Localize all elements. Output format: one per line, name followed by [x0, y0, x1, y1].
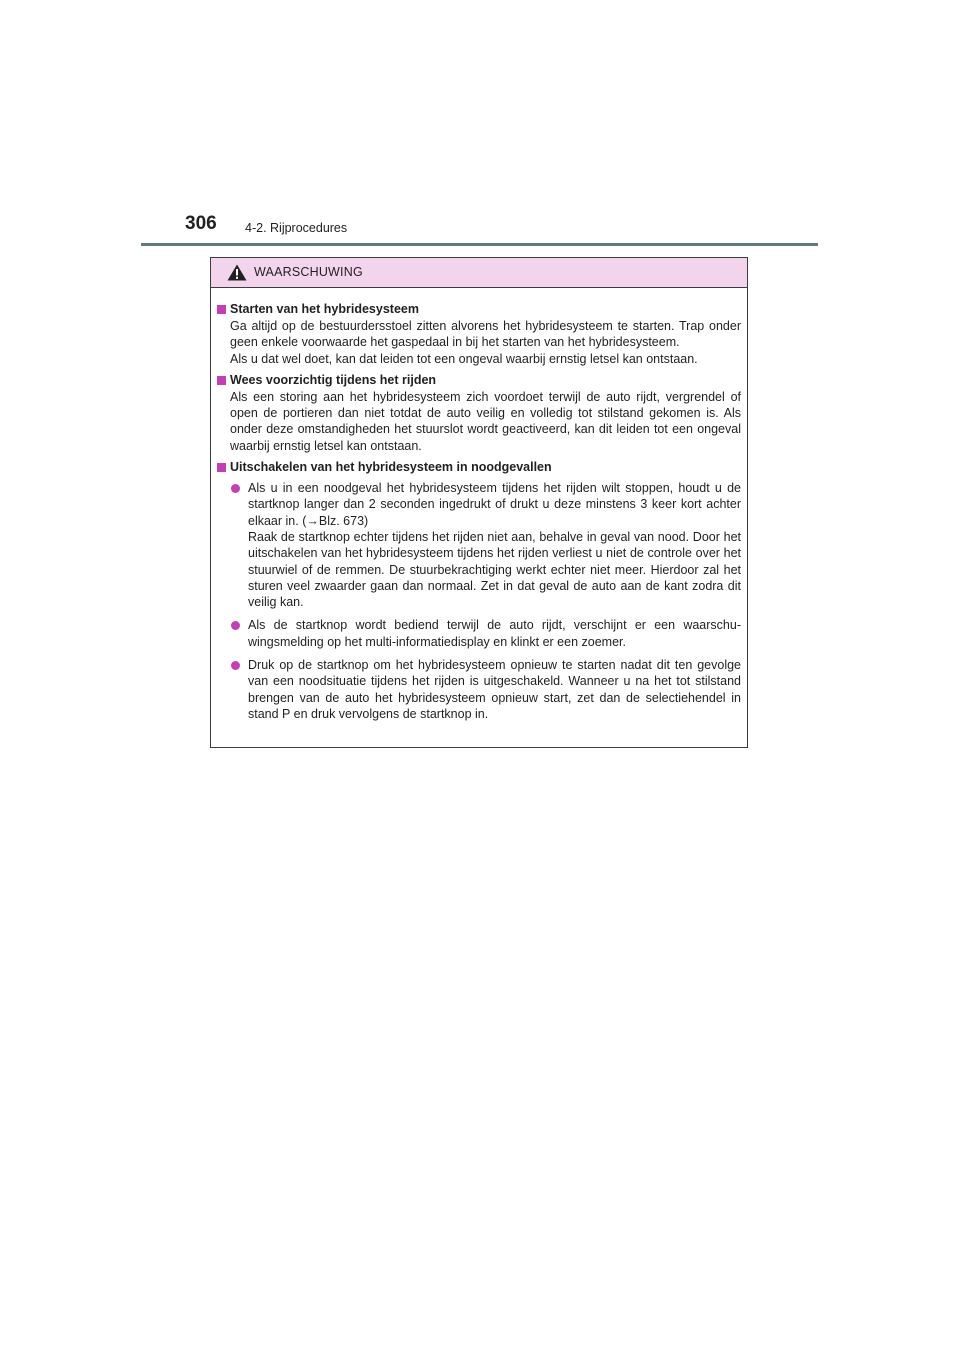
warning-body [211, 288, 747, 722]
page-header [0, 0, 960, 250]
warning-item-driving [217, 372, 741, 454]
square-bullet-icon [217, 376, 226, 385]
warning-triangle-icon [227, 264, 247, 281]
bullet-item [217, 480, 741, 610]
paragraph: Ga altijd op de bestuurdersstoel zitten alvorens het hybridesysteem te starten. Trap onder geen enkele voorwaarde het gaspedaal in bij het starten van het hybridesysteem. [230, 319, 741, 350]
circle-bullet-icon [231, 484, 240, 493]
circle-bullet-icon [231, 621, 240, 630]
bullet-item [217, 657, 741, 722]
header-rule [141, 243, 818, 246]
warning-item-start [217, 301, 741, 367]
page-number: 306 [185, 213, 217, 234]
square-bullet-icon [217, 463, 226, 472]
item-title: Uitschakelen van het hybridesysteem in noodgevallen [230, 460, 552, 475]
circle-bullet-icon [231, 661, 240, 670]
bullet-text: Raak de startknop echter tijdens het rijden niet aan, behalve in geval van nood. Door het uitschakelen van het hybridesysteem tijdens het rijden verliest u niet de controle over het stuurwiel of de remmen. De stuurbekrachtiging werkt echter niet meer. Hierdoor zal het sturen veel zwaarder gaan dan normaal. Zet in dat geval de auto aan de kant zodra dit veilig kan. [248, 529, 741, 610]
warning-header [211, 258, 747, 288]
bullet-text: Druk op de startknop om het hybridesysteem opnieuw te starten nadat dit ten gevolge van een noodsituatie tijdens het rijden is uitgeschakeld. Wanneer u na het tot stilstand brengen van de auto het hybridesysteem opnieuw start, zet dan de selectiehendel in stand P en druk vervolgens de startknop in. [248, 658, 741, 721]
paragraph: Als u dat wel doet, kan dat leiden tot een ongeval waarbij ernstig letsel kan ontstaan. [230, 351, 698, 366]
warning-label: WAARSCHUWING [254, 265, 363, 279]
section-title: 4-2. Rijprocedures [245, 221, 348, 235]
paragraph: Als een storing aan het hybridesysteem zich voordoet terwijl de auto rijdt, vergrendel of open de portieren dan niet totdat de auto veilig en volledig tot stilstand gekomen is. Als onder deze omstandigheden het stuurslot wordt geactiveerd, kan dit leiden tot een ongeval waarbij ernstig letsel kan ontstaan. [230, 389, 741, 453]
square-bullet-icon [217, 305, 226, 314]
warning-box [210, 257, 748, 748]
bullet-text: Als de startknop wordt bediend terwijl de auto rijdt, verschijnt er een waarschuwingsmelding op het multi-informatiedisplay en klinkt er een zoemer. [248, 618, 741, 649]
bullet-item [217, 617, 741, 650]
bullet-text: Als u in een noodgeval het hybridesysteem tijdens het rijden wilt stoppen, houdt u de startknop langer dan 2 seconden ingedrukt of drukt u deze minstens 3 keer kort achter elkaar in. (→Blz. 673) [248, 481, 741, 528]
item-title: Starten van het hybridesysteem [230, 302, 419, 316]
warning-item-emergency [217, 459, 741, 722]
item-title: Wees voorzichtig tijdens het rijden [230, 372, 437, 387]
